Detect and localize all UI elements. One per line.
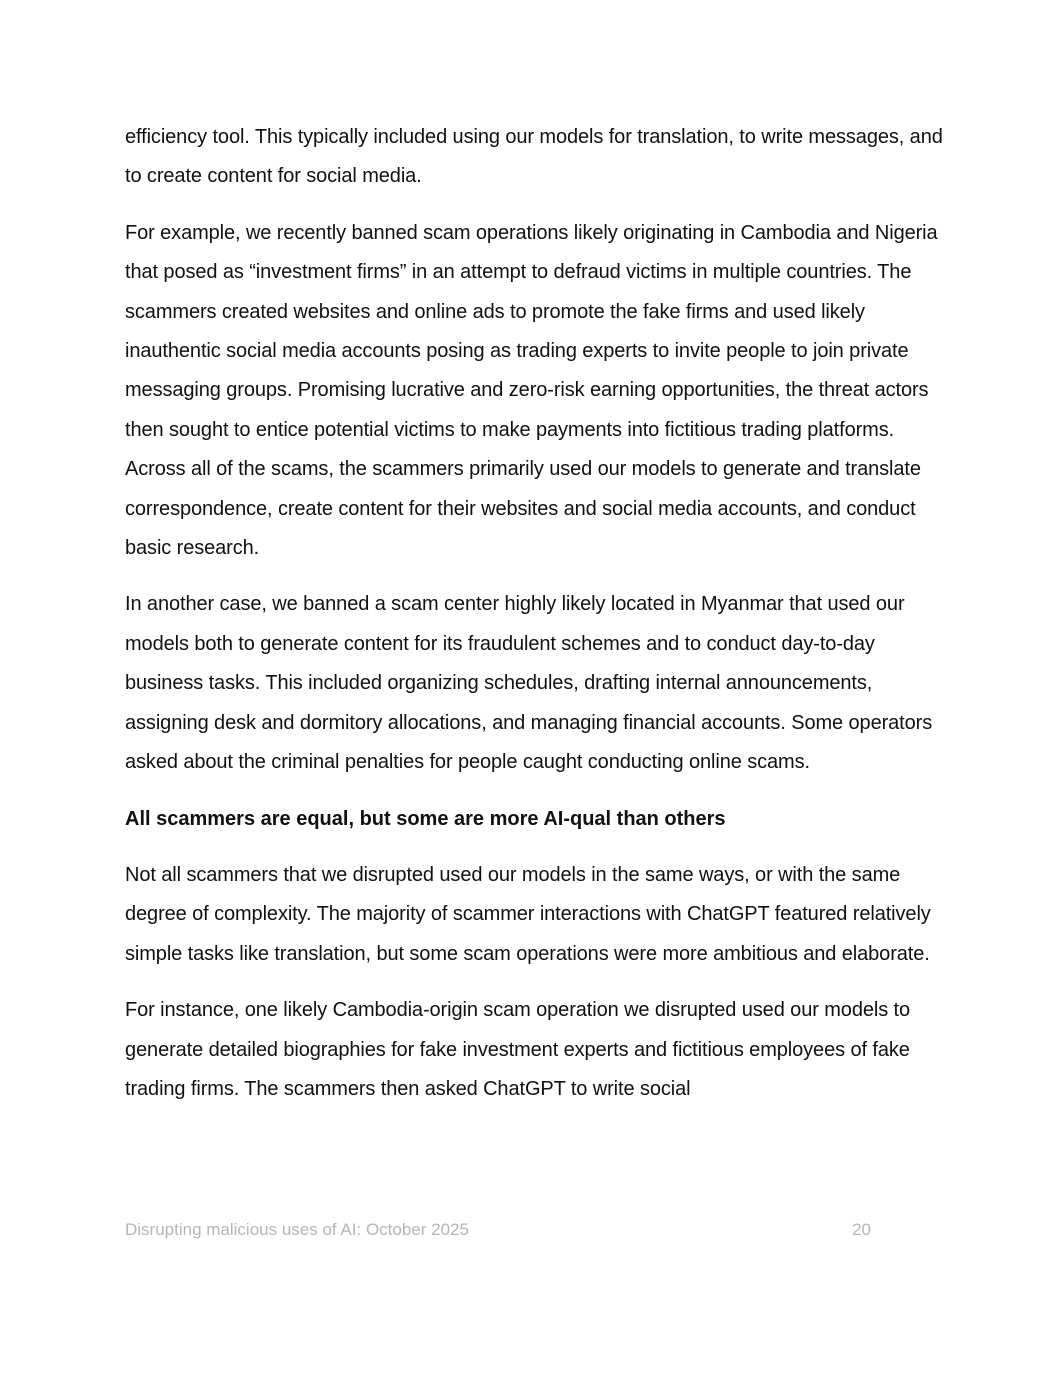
body-paragraph: For instance, one likely Cambodia-origin scam operation we disrupted used our models to generate detailed biographies for fake investment experts and fictitious employees of fake trading firms. The scammers then asked ChatGPT to write social	[125, 999, 911, 1100]
body-paragraph: efficiency tool. This typically included using our models for translation, to write messages, and to create content for social media.	[125, 126, 943, 188]
body-paragraph: Not all scammers that we disrupted used our models in the same ways, or with the same degree of complexity. The majority of scammer interactions with ChatGPT featured relatively simple tasks like translation, but some scam operations were more ambitious and elaborate.	[125, 863, 931, 965]
body-paragraph: For example, we recently banned scam operations likely originating in Cambodia and Nigeria that posed as “investment firms” in an attempt to defraud victims in multiple countries. The scammers created websites and online ads to promote the fake firms and used likely inauthentic social media accounts posing as trading experts to invite people to join private messaging groups. Promising lucrative and zero-risk earning opportunities, the threat actors then sought to entice potential victims to make payments into fictitious trading platforms. Across all of the scams, the scammers primarily used our models to generate and translate correspondence, create content for their websites and social media accounts, and conduct basic research.	[125, 221, 938, 560]
body-paragraph: In another case, we banned a scam center highly likely located in Myanmar that used our models both to generate content for its fraudulent schemes and to conduct day-to-day business tasks. This included organizing schedules, drafting internal announcements, assigning desk and dormitory allocations, and managing financial accounts. Some operators asked about the criminal penalties for people caught conducting online scams.	[125, 593, 933, 774]
page-number: 20	[852, 1220, 871, 1239]
page-body	[125, 118, 950, 1109]
section-heading: All scammers are equal, but some are more AI-qual than others	[125, 807, 726, 830]
footer-document-title: Disrupting malicious uses of AI: October 2025	[125, 1220, 469, 1239]
